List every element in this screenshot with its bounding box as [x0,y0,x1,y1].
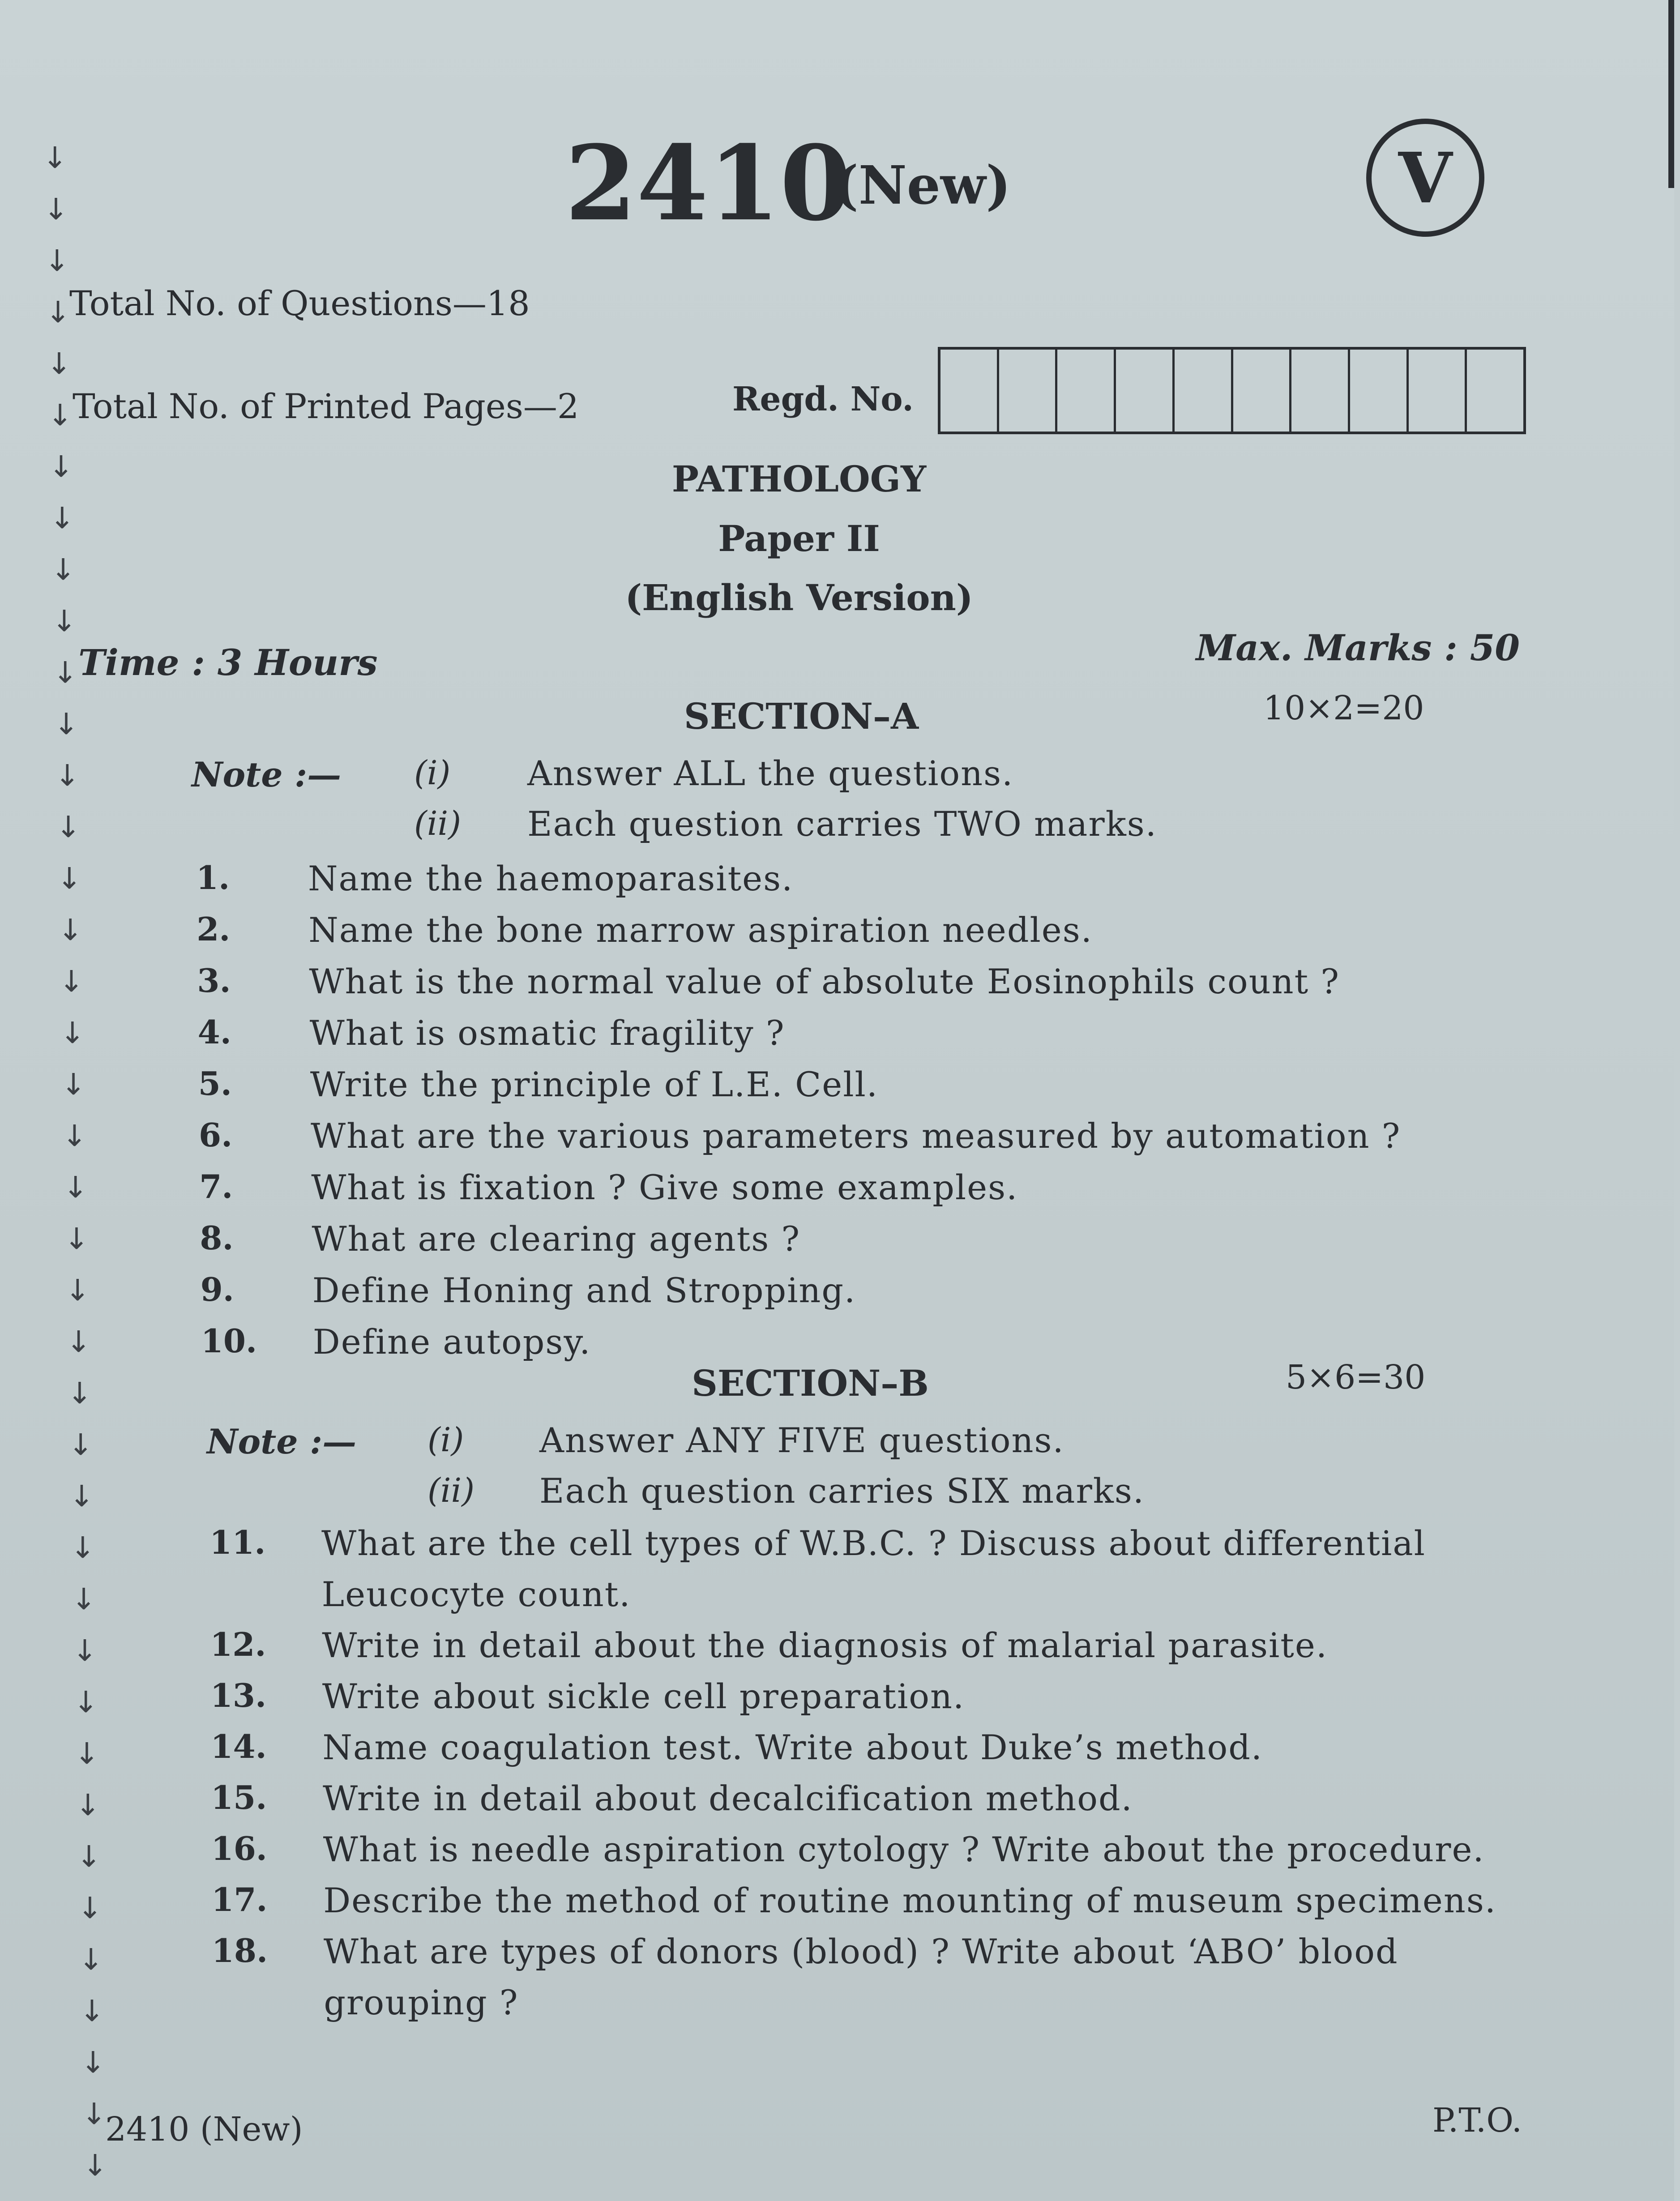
question-number: 10. [201,1322,257,1360]
regd-no-digit-box[interactable] [1350,350,1409,432]
section-b-title: SECTION–B [692,1362,929,1404]
margin-arrow-icon: ↓ [77,1891,103,1925]
margin-arrow-icon: ↓ [45,295,71,329]
margin-arrow-icon: ↓ [74,1736,99,1771]
margin-arrow-icon: ↓ [56,810,81,844]
question-number: 2. [197,910,231,948]
question-text: What are types of donors (blood) ? Write about ‘ABO’ blood [323,1932,1398,1971]
total-printed-pages: Total No. of Printed Pages—2 [73,386,579,426]
margin-arrow-icon: ↓ [51,552,76,587]
note-text: Each question carries SIX marks. [539,1471,1145,1511]
section-a-marks: 10×2=20 [1263,689,1424,727]
question-number: 5. [198,1064,232,1103]
question-text: What are the various parameters measured by automation ? [311,1116,1401,1156]
margin-arrow-icon: ↓ [60,1016,85,1050]
margin-arrow-icon: ↓ [65,1273,90,1308]
variant-letter: V [1398,137,1453,219]
margin-arrow-icon: ↓ [67,1376,92,1410]
margin-arrow-icon: ↓ [57,861,82,896]
note-number: (ii) [414,804,462,843]
margin-arrow-icon: ↓ [81,2045,106,2080]
margin-arrow-icon: ↓ [66,1325,91,1359]
margin-arrow-icon: ↓ [75,1788,100,1822]
paper-title: Paper II [718,517,880,560]
margin-arrow-icon: ↓ [69,1479,94,1513]
margin-arrow-icon: ↓ [54,707,79,741]
section-a-note-label: Note :— [192,755,342,795]
subject-title: PATHOLOGY [671,458,927,500]
note-text: Answer ALL the questions. [527,753,1014,793]
question-text: Define Honing and Stropping. [312,1270,856,1310]
question-number: 3. [197,962,231,1000]
regd-no-digit-box[interactable] [1467,350,1523,432]
question-text: Name the haemoparasites. [308,859,794,898]
regd-no-digit-box[interactable] [940,350,999,432]
question-text: What is fixation ? Give some examples. [311,1167,1018,1207]
question-number: 8. [200,1219,234,1257]
margin-arrow-icon: ↓ [70,1530,95,1565]
margin-arrow-icon: ↓ [81,2097,107,2131]
question-number: 11. [209,1523,266,1561]
max-marks: Max. Marks : 50 [1196,627,1520,669]
question-number: 7. [199,1167,233,1205]
margin-arrow-icon: ↓ [71,1582,96,1616]
margin-arrow-icon: ↓ [50,501,75,535]
regd-no-digit-box[interactable] [1057,350,1116,432]
regd-no-digit-box[interactable] [999,350,1058,432]
question-number: 15. [211,1778,267,1816]
footer-pto: P.T.O. [1432,2101,1522,2140]
paper-edition: (New) [834,154,1011,216]
regd-no-label: Regd. No. [732,380,914,419]
question-number: 18. [211,1932,268,1970]
question-text-continued: Leucocyte count. [321,1574,631,1614]
margin-arrow-icon: ↓ [55,758,80,793]
note-text: Answer ANY FIVE questions. [539,1420,1064,1460]
question-text: Define autopsy. [312,1322,591,1362]
margin-arrow-icon: ↓ [59,964,84,999]
total-questions: Total No. of Questions—18 [69,283,530,323]
question-text: Write the principle of L.E. Cell. [310,1064,878,1104]
question-text: Write in detail about decalcification method. [323,1778,1133,1818]
margin-arrow-icon: ↓ [44,244,69,278]
margin-arrow-icon: ↓ [64,1222,89,1256]
footer-paper-code: 2410 (New) [105,2110,303,2149]
margin-arrow-icon: ↓ [63,1170,88,1205]
page-edge-shadow [1668,0,1674,188]
margin-arrow-icon: ↓ [62,1119,87,1153]
question-text: What is osmatic fragility ? [309,1013,785,1053]
question-text: Name coagulation test. Write about Duke’s method. [322,1727,1263,1767]
margin-arrow-icon: ↓ [73,1685,98,1719]
version-title: (English Version) [625,577,973,619]
regd-no-digit-box[interactable] [1116,350,1175,432]
question-number: 14. [210,1727,267,1765]
section-b-note-label: Note :— [207,1422,357,1462]
question-text: Describe the method of routine mounting of museum specimens. [323,1880,1496,1920]
question-number: 16. [211,1829,267,1868]
margin-arrow-icon: ↓ [51,604,77,638]
note-text: Each question carries TWO marks. [527,804,1157,844]
margin-arrow-icon: ↓ [43,141,68,175]
time-limit: Time : 3 Hours [78,641,378,684]
margin-arrow-icon: ↓ [76,1839,102,1874]
regd-no-digit-box[interactable] [1291,350,1350,432]
question-text: Name the bone marrow aspiration needles. [308,910,1093,950]
margin-arrow-icon: ↓ [47,346,72,381]
section-a-title: SECTION–A [684,695,919,737]
question-text: What is the normal value of absolute Eosinophils count ? [309,962,1340,1001]
regd-no-digit-box[interactable] [1233,350,1292,432]
margin-arrow-icon: ↓ [43,192,68,227]
margin-arrow-icon: ↓ [72,1633,97,1668]
question-number: 9. [200,1270,234,1308]
regd-no-digit-box[interactable] [1409,350,1467,432]
note-number: (i) [414,754,451,792]
section-b-marks: 5×6=30 [1286,1358,1426,1397]
question-text: What is needle aspiration cytology ? Write about the procedure. [323,1829,1485,1869]
question-number: 1. [196,859,230,897]
question-number: 6. [199,1116,233,1154]
note-number: (ii) [427,1471,475,1510]
margin-arrow-icon: ↓ [68,1427,93,1462]
margin-arrow-icon: ↓ [61,1067,86,1102]
margin-arrow-icon: ↓ [58,913,83,947]
question-text: Write in detail about the diagnosis of malarial parasite. [322,1625,1328,1665]
margin-arrow-icon: ↓ [82,2148,107,2183]
margin-arrow-icon: ↓ [79,1994,105,2028]
margin-arrow-icon: ↓ [78,1942,103,1977]
question-text: What are clearing agents ? [312,1219,801,1259]
question-number: 4. [197,1013,231,1051]
paper-code: 2410 [565,123,852,244]
margin-arrow-icon: ↓ [47,398,73,432]
question-number: 17. [211,1880,268,1919]
margin-arrow-icon: ↓ [48,449,74,484]
regd-no-boxes[interactable] [938,347,1526,434]
question-text-continued: grouping ? [324,1983,519,2022]
question-text: What are the cell types of W.B.C. ? Discuss about differential [321,1523,1426,1563]
note-number: (i) [427,1421,464,1459]
question-number: 13. [210,1676,267,1714]
margin-arrow-icon: ↓ [53,655,78,690]
question-text: Write about sickle cell preparation. [322,1676,965,1716]
question-number: 12. [210,1625,266,1663]
regd-no-digit-box[interactable] [1175,350,1233,432]
variant-badge [1366,119,1484,237]
